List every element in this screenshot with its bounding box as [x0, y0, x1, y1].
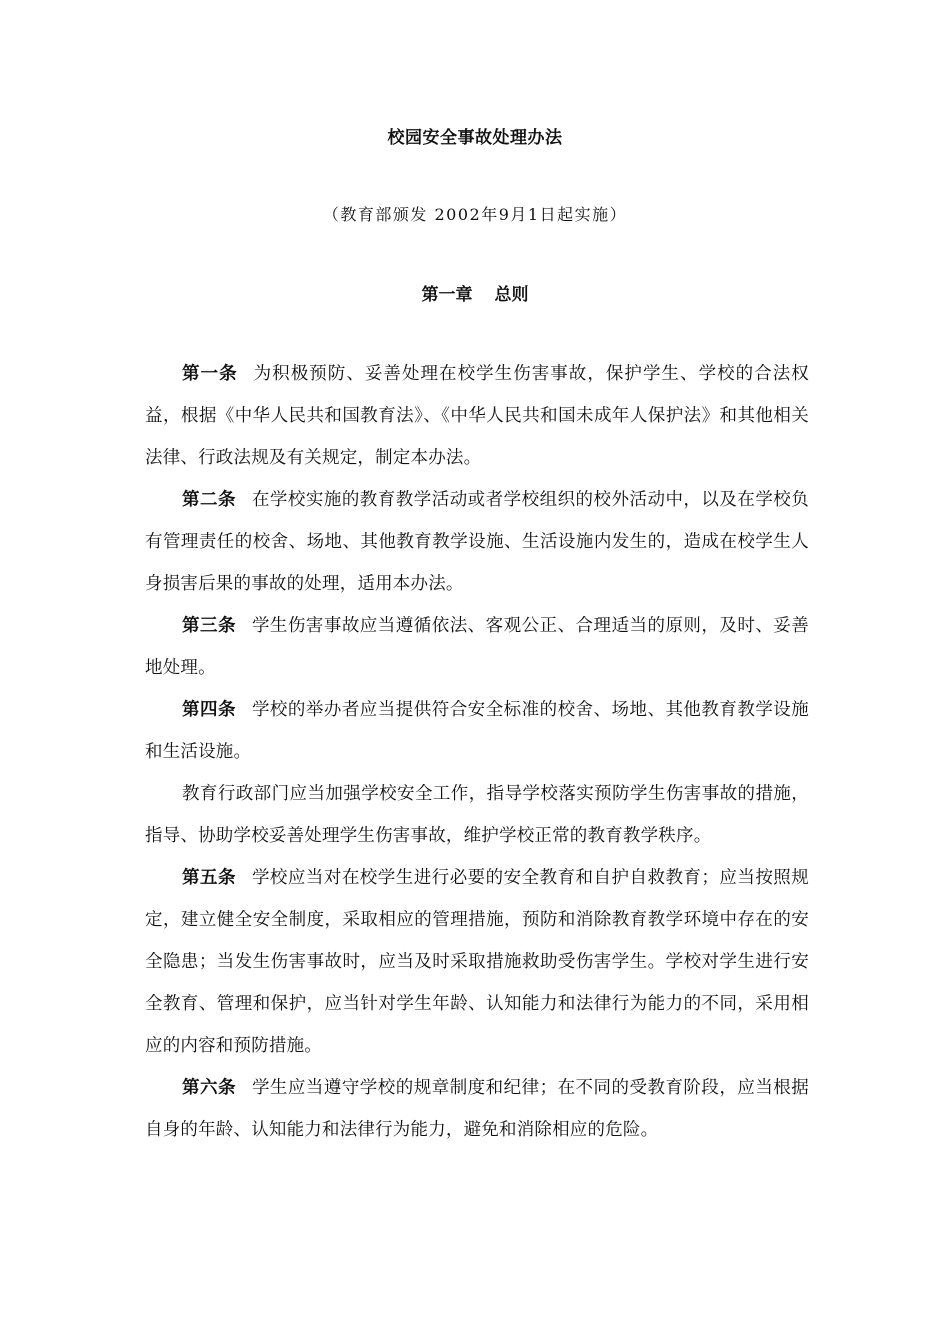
article-paragraph — [145, 689, 809, 773]
chapter-name: 总则 — [494, 285, 529, 305]
document-title: 校园安全事故处理办法 — [387, 128, 563, 148]
paragraph-text: 教育行政部门应当加强学校安全工作，指导学校落实预防学生伤害事故的措施，指导、协助学校妥善处理学生伤害事故，维护学校正常的教育教学秩序。 — [145, 784, 809, 846]
document-body — [145, 353, 809, 1151]
article-paragraph — [145, 1067, 809, 1151]
article-text: 在学校实施的教育教学活动或者学校组织的校外活动中，以及在学校负有管理责任的校舍、场地、其他教育教学设施、生活设施内发生的，造成在校学生人身损害后果的事故的处理，适用本办法。 — [145, 490, 809, 594]
article-text: 为积极预防、妥善处理在校学生伤害事故，保护学生、学校的合法权益，根据《中华人民共和国教育法》、《中华人民共和国未成年人保护法》和其他相关法律、行政法规及有关规定，制定本办法。 — [145, 364, 809, 468]
article-paragraph — [145, 479, 809, 605]
chapter-number: 第一章 — [421, 285, 473, 305]
article-number: 第五条 — [182, 868, 236, 888]
article-number: 第三条 — [182, 616, 236, 636]
article-paragraph — [145, 605, 809, 689]
article-number: 第四条 — [182, 700, 236, 720]
article-text: 学生应当遵守学校的规章制度和纪律；在不同的受教育阶段，应当根据自身的年龄、认知能力和法律行为能力，避免和消除相应的危险。 — [145, 1078, 809, 1140]
article-text: 学校的举办者应当提供符合安全标准的校舍、场地、其他教育教学设施和生活设施。 — [145, 700, 809, 762]
chapter-heading — [0, 283, 950, 307]
article-text: 学校应当对在校学生进行必要的安全教育和自护自救教育；应当按照规定，建立健全安全制度，采取相应的管理措施，预防和消除教育教学环境中存在的安全隐患；当发生伤害事故时，应当及时采取措施救助受伤害学生。学校对学生进行安全教育、管理和保护，应当针对学生年龄、认知能力和法律行为能力的不同，采用相应的内容和预防措施。 — [145, 868, 809, 1056]
article-number: 第二条 — [182, 490, 236, 510]
document-subtitle: （教育部颁发 2002年9月1日起实施） — [322, 205, 628, 224]
article-paragraph — [145, 857, 809, 1067]
article-number: 第六条 — [182, 1078, 236, 1098]
article-text: 学生伤害事故应当遵循依法、客观公正、合理适当的原则，及时、妥善地处理。 — [145, 616, 809, 678]
article-number: 第一条 — [182, 364, 238, 384]
article-paragraph — [145, 353, 809, 479]
continuation-paragraph — [145, 773, 809, 857]
